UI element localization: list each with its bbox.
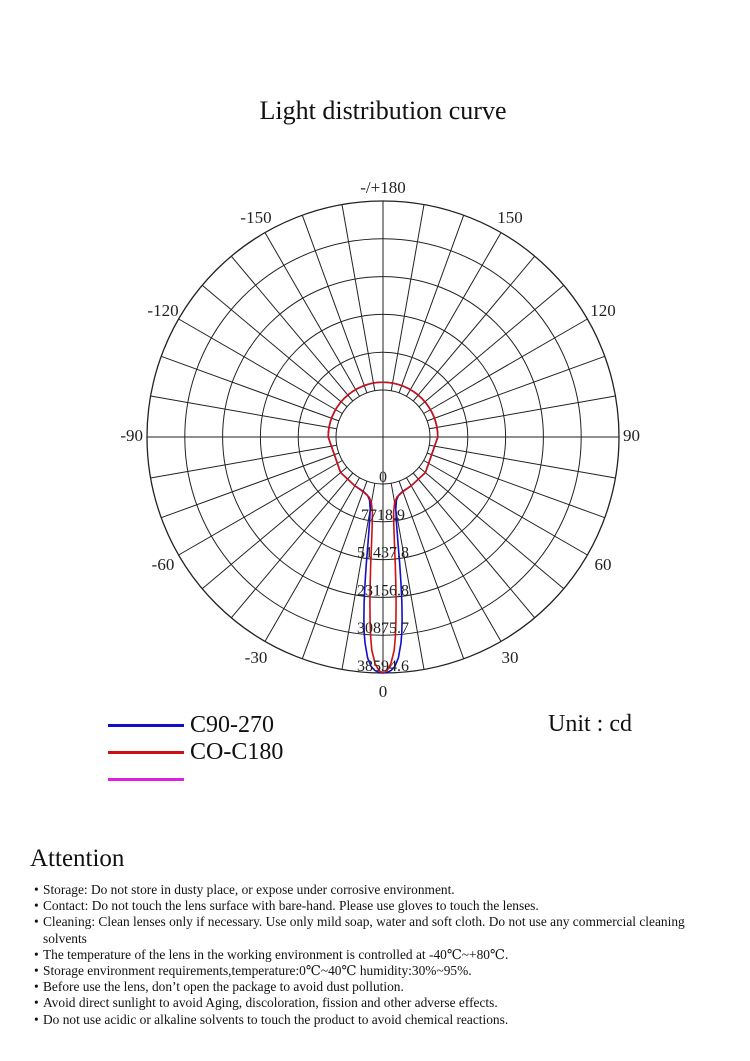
radial-label: 38594.6 (357, 658, 409, 675)
angle-label: -60 (151, 555, 175, 574)
radial-label: 0 (379, 469, 387, 486)
angle-label: -30 (244, 648, 268, 667)
grid-spoke (413, 473, 535, 618)
legend-swatch (108, 778, 184, 781)
attention-item: • Storage environment requirements,temperature:0℃~40℃ humidity:30%~95%. (34, 963, 724, 979)
grid-spoke (302, 215, 367, 393)
grid-spoke (151, 396, 337, 429)
grid-spoke (419, 285, 564, 407)
legend-label: C90-270 (190, 712, 274, 738)
angle-label: -150 (240, 208, 272, 227)
polar-grid (147, 201, 619, 673)
radial-label: 51437.8 (357, 544, 409, 562)
angle-label: -120 (147, 301, 179, 320)
angle-label: 60 (594, 555, 612, 574)
attention-item: • Before use the lens, don’t open the package to avoid dust pollution. (34, 979, 724, 995)
grid-spoke (429, 445, 615, 478)
legend-label: CO-C180 (190, 739, 284, 765)
attention-item: • The temperature of the lens in the working environment is controlled at -40℃~+80℃. (34, 947, 724, 963)
angle-label: 30 (501, 648, 519, 667)
grid-spoke (419, 467, 564, 589)
radial-label: 7718.9 (361, 506, 405, 524)
grid-spoke (391, 205, 424, 391)
grid-spoke (231, 473, 352, 618)
attention-item: • Cleaning: Clean lenses only if necessary. Use only mild soap, water and soft cloth. Do not use any commercial cleaning solvents (34, 914, 724, 946)
angle-label: 120 (590, 301, 616, 320)
attention-item: • Storage: Do not store in dusty place, or expose under corrosive environment. (34, 882, 724, 898)
attention-item: • Contact: Do not touch the lens surface with bare-hand. Please use gloves to touch the lenses. (34, 898, 724, 914)
attention-item: • Avoid direct sunlight to avoid Aging, discoloration, fission and other adverse effects. (34, 995, 724, 1011)
grid-spoke (161, 453, 339, 518)
radial-label: 23156.8 (357, 582, 409, 600)
attention-title: Attention (30, 845, 125, 872)
chart-title: Light distribution curve (259, 96, 507, 125)
grid-spoke (202, 285, 347, 407)
angle-label: -/+180 (360, 178, 406, 197)
grid-spoke (151, 445, 337, 478)
grid-spoke (342, 205, 375, 391)
angle-label: 0 (378, 682, 388, 701)
grid-spoke (427, 453, 605, 518)
legend-swatch (108, 724, 184, 727)
radial-label: 30875.7 (357, 620, 409, 638)
angle-label: -90 (120, 426, 143, 445)
grid-spoke (231, 256, 352, 401)
grid-spoke (161, 356, 339, 421)
grid-spoke (202, 467, 347, 589)
angle-label: 90 (623, 426, 640, 445)
unit-label: Unit : cd (548, 711, 632, 737)
grid-spoke (413, 256, 535, 401)
angle-label: 150 (497, 208, 523, 227)
attention-item: • Do not use acidic or alkaline solvents to touch the product to avoid chemical reactions. (34, 1012, 724, 1028)
grid-spoke (427, 356, 605, 421)
legend-swatch (108, 751, 184, 754)
attention-list (34, 882, 724, 1028)
grid-spoke (429, 396, 615, 429)
grid-spoke (399, 215, 464, 393)
